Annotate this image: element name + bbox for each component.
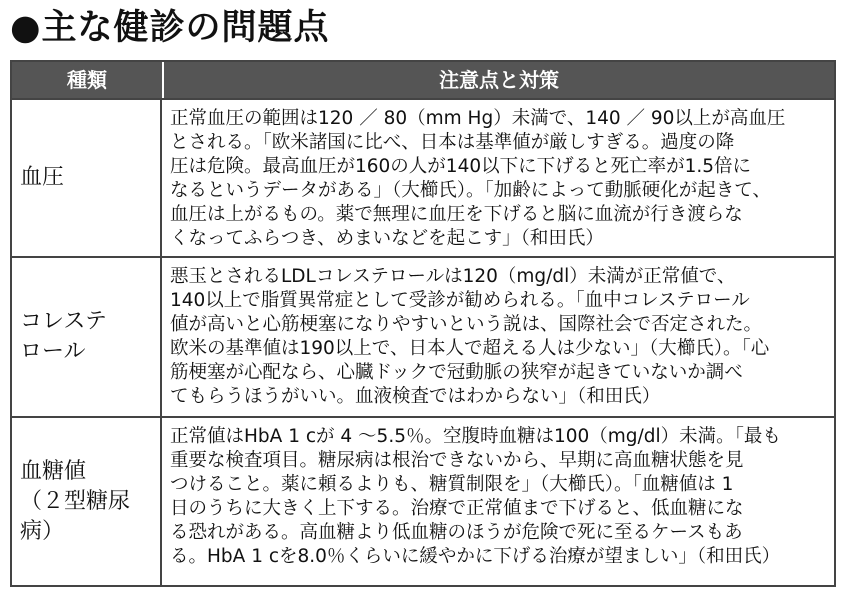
- note-line: 血圧は上がるもの。薬で無理に血圧を下げると脳に血流が行き渡らな: [170, 204, 743, 225]
- note-line: 140以上で脂質異常症として受診が勧められる。「血中コレステロール: [170, 290, 750, 311]
- note-line: 値が高いと心筋梗塞になりやすいという説は、国際社会で否定された。: [170, 314, 763, 335]
- notes-cell: [162, 258, 834, 416]
- note-line: 欧米の基準値は190以上で、日本人で超える人は少ない」（大櫛氏）。「心: [170, 338, 770, 359]
- note-line: なるというデータがある」（大櫛氏）。「加齢によって動脈硬化が起きて、: [170, 180, 771, 201]
- notes-cell: [162, 418, 834, 585]
- header-type: 種類: [67, 68, 107, 92]
- type-label: コレステ: [20, 309, 107, 334]
- note-line: てもらうほうがいい。血液検査ではわからない」（和田氏）: [170, 386, 661, 407]
- note-line: 筋梗塞が心配なら、心臓ドックで冠動脈の狭窄が起きていないか調べ: [170, 362, 743, 383]
- type-cell: [12, 258, 162, 416]
- notes-cell: [162, 100, 834, 256]
- note-line: 正常値はHbA 1 cが 4 〜5.5％。空腹時血糖は100（mg/dl）未満。「最も: [170, 426, 781, 447]
- note-line: 悪玉とされるLDLコレステロールは120（mg/dl）未満が正常値で、: [170, 266, 736, 287]
- table-row: [12, 98, 834, 256]
- health-check-table: [10, 60, 836, 587]
- page-title: ●主な健診の問題点: [10, 8, 330, 48]
- type-cell: [12, 418, 162, 585]
- note-line: 日のうちに大きく上下する。治療で正常値まで下げると、低血糖にな: [170, 498, 744, 519]
- type-label: 血糖値: [20, 458, 87, 484]
- type-label: （２型糖尿病）: [20, 488, 131, 544]
- note-line: 正常血圧の範囲は120 ／ 80（mm Hg）未満で、140 ／ 90以上が高血圧: [170, 108, 786, 129]
- type-label: 血圧: [20, 165, 65, 190]
- note-line: くなってふらつき、めまいなどを起こす」（和田氏）: [170, 228, 604, 249]
- note-line: 重要な検査項目。糖尿病は根治できないから、早期に高血糖状態を見: [170, 450, 744, 471]
- type-cell: [12, 100, 162, 256]
- note-line: る。HbA 1 cを8.0％くらいに緩やかに下げる治療が望ましい」（和田氏）: [170, 546, 781, 567]
- note-line: る恐れがある。高血糖より低血糖のほうが危険で死に至るケースもあ: [170, 522, 743, 543]
- table-row: [12, 256, 834, 416]
- note-line: 圧は危険。最高血圧が160の人が140以下に下げると死亡率が1.5倍に: [170, 156, 752, 177]
- type-label: ロール: [20, 339, 86, 364]
- header-notes: 注意点と対策: [439, 68, 559, 92]
- table-header-row: [12, 62, 834, 98]
- table-row: [12, 416, 834, 585]
- note-line: とされる。「欧米諸国に比べ、日本は基準値が厳しすぎる。過度の降: [170, 132, 735, 153]
- note-line: つけること。薬に頼るよりも、糖質制限を」（大櫛氏）。「血糖値は 1: [170, 474, 734, 495]
